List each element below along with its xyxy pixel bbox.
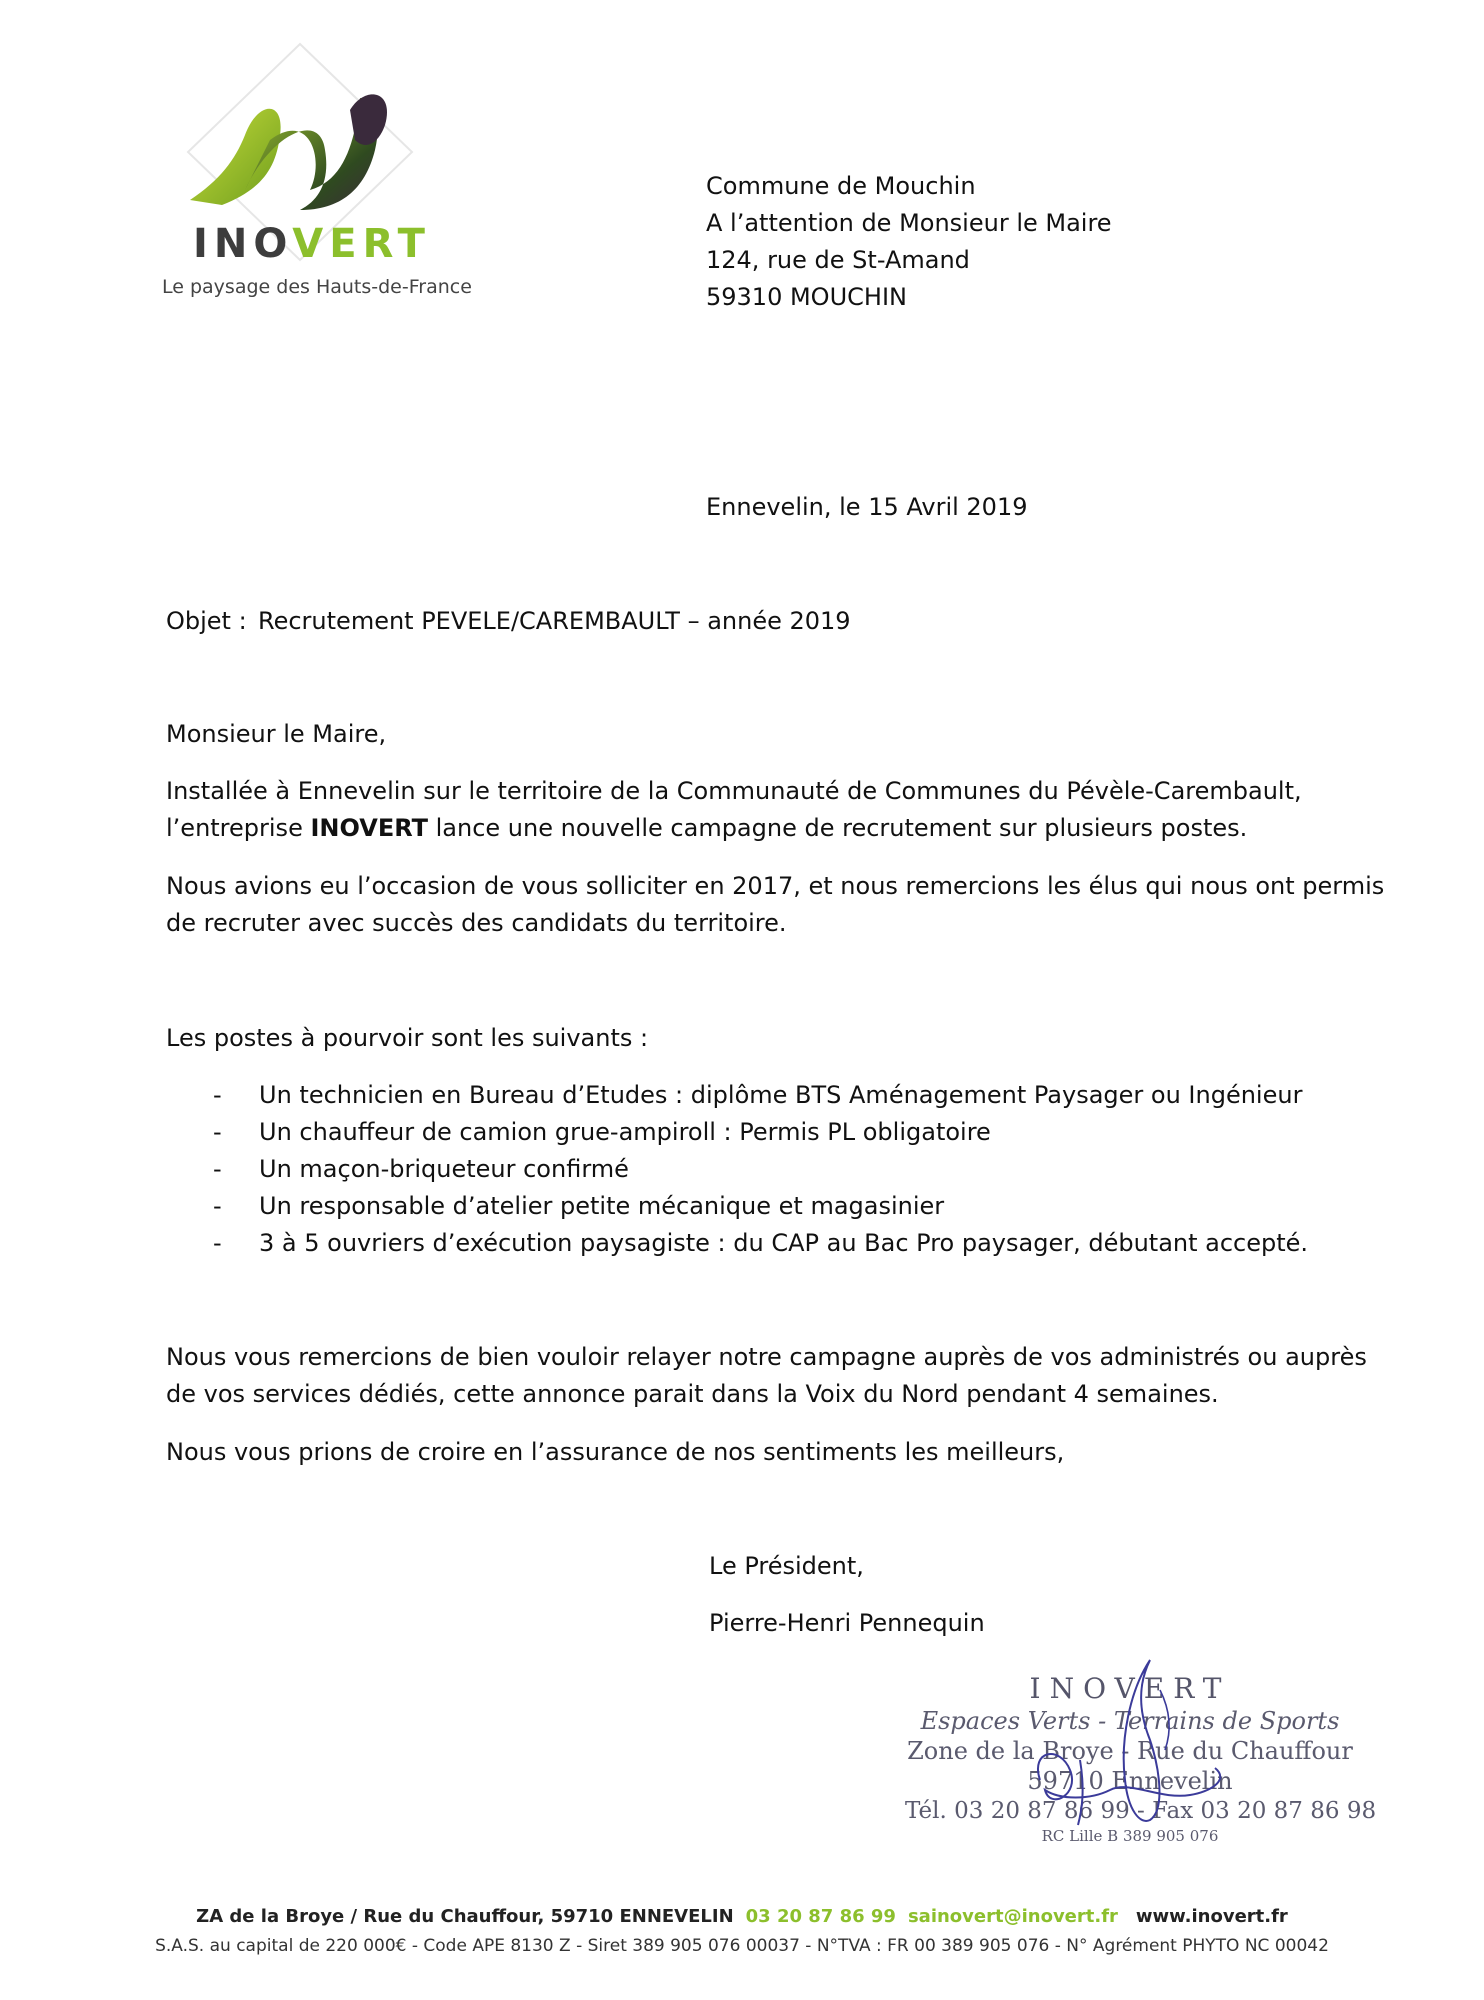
logo-word-ino: INO (193, 221, 293, 267)
paragraph-line: Installée à Ennevelin sur le territoire de la Communauté de Communes du Pévèle-Carembault, (166, 777, 1302, 805)
subject-text: Recrutement PEVELE/CAREMBAULT – année 2019 (258, 607, 851, 635)
recipient-line: A l’attention de Monsieur le Maire (706, 209, 1112, 237)
list-item (166, 1188, 1308, 1225)
recipient-address (706, 168, 1112, 316)
list-dash: - (213, 1155, 222, 1183)
company-name: INOVERT (310, 814, 428, 842)
paragraph-intro (166, 773, 1302, 847)
logo-word-vert: VERT (292, 221, 431, 267)
list-dash: - (213, 1118, 222, 1146)
list-dash: - (213, 1229, 222, 1257)
list-item (166, 1077, 1308, 1114)
logo-wordmark (193, 222, 431, 266)
paragraph-line (166, 810, 1302, 847)
stamp-rc: RC Lille B 389 905 076 (1041, 1827, 1219, 1845)
positions-intro: Les postes à pourvoir sont les suivants : (166, 1024, 649, 1052)
handwritten-signature (1010, 1650, 1270, 1850)
paragraph-request (166, 1339, 1367, 1413)
position-text: Un responsable d’atelier petite mécanique et magasinier (259, 1192, 945, 1220)
recipient-line: Commune de Mouchin (706, 172, 976, 200)
footer-phone: 03 20 87 86 99 (745, 1906, 896, 1927)
footer-contact (0, 1906, 1484, 1927)
footer-address: ZA de la Broye / Rue du Chauffour, 59710 ENNEVELIN (196, 1906, 734, 1927)
position-text: Un technicien en Bureau d’Etudes : diplôme BTS Aménagement Paysager ou Ingénieur (259, 1081, 1303, 1109)
paragraph-line: de recruter avec succès des candidats du territoire. (166, 909, 787, 937)
paragraph-line: Nous avions eu l’occasion de vous solliciter en 2017, et nous remercions les élus qui nous ont permis (166, 872, 1385, 900)
paragraph-closing: Nous vous prions de croire en l’assurance de nos sentiments les meilleurs, (166, 1438, 1065, 1466)
text-run: lance une nouvelle campagne de recrutement sur plusieurs postes. (427, 814, 1248, 842)
position-text: Un maçon-briqueteur confirmé (259, 1155, 629, 1183)
logo-tagline: Le paysage des Hauts-de-France (162, 276, 472, 298)
recipient-line: 124, rue de St-Amand (706, 246, 970, 274)
stamp-phone-fax: Tél. 03 20 87 86 99 - Fax 03 20 87 86 98 (905, 1798, 1377, 1824)
paragraph-line: de vos services dédiés, cette annonce parait dans la Voix du Nord pendant 4 semaines. (166, 1380, 1219, 1408)
list-item (166, 1114, 1308, 1151)
subject-label: Objet : (166, 607, 247, 635)
positions-list (166, 1077, 1308, 1262)
text-run: l’entreprise (166, 814, 311, 842)
date-line: Ennevelin, le 15 Avril 2019 (706, 493, 1028, 521)
list-dash: - (213, 1081, 222, 1109)
signatory-name: Pierre-Henri Pennequin (709, 1609, 985, 1637)
inovert-logo (150, 40, 470, 310)
list-dash: - (213, 1192, 222, 1220)
paragraph-2017 (166, 868, 1384, 942)
list-item (166, 1151, 1308, 1188)
footer-email: sainovert@inovert.fr (907, 1906, 1118, 1927)
closing-title: Le Président, (709, 1552, 864, 1580)
paragraph-line: Nous vous remercions de bien vouloir relayer notre campagne auprès de vos administrés ou auprès (166, 1343, 1367, 1371)
position-text: 3 à 5 ouvriers d’exécution paysagiste : du CAP au Bac Pro paysager, débutant accepté. (259, 1229, 1309, 1257)
stamp-company-name: INOVERT (1029, 1672, 1231, 1705)
recipient-line: 59310 MOUCHIN (706, 283, 907, 311)
stamp-line: Espaces Verts - Terrains de Sports (920, 1707, 1340, 1735)
list-item (166, 1225, 1308, 1262)
footer-legal: S.A.S. au capital de 220 000€ - Code APE 8130 Z - Siret 389 905 076 00037 - N°TVA : FR 00 389 905 076 - N° Agrément PHYTO NC 00042 (155, 1936, 1329, 1956)
subject-line (166, 603, 851, 640)
stamp-line: 59710 Ennevelin (1027, 1767, 1233, 1795)
position-text: Un chauffeur de camion grue-ampiroll : Permis PL obligatoire (259, 1118, 991, 1146)
stamp-line: Zone de la Broye - Rue du Chauffour (907, 1737, 1353, 1765)
footer-website: www.inovert.fr (1135, 1906, 1288, 1927)
salutation: Monsieur le Maire, (166, 720, 387, 748)
